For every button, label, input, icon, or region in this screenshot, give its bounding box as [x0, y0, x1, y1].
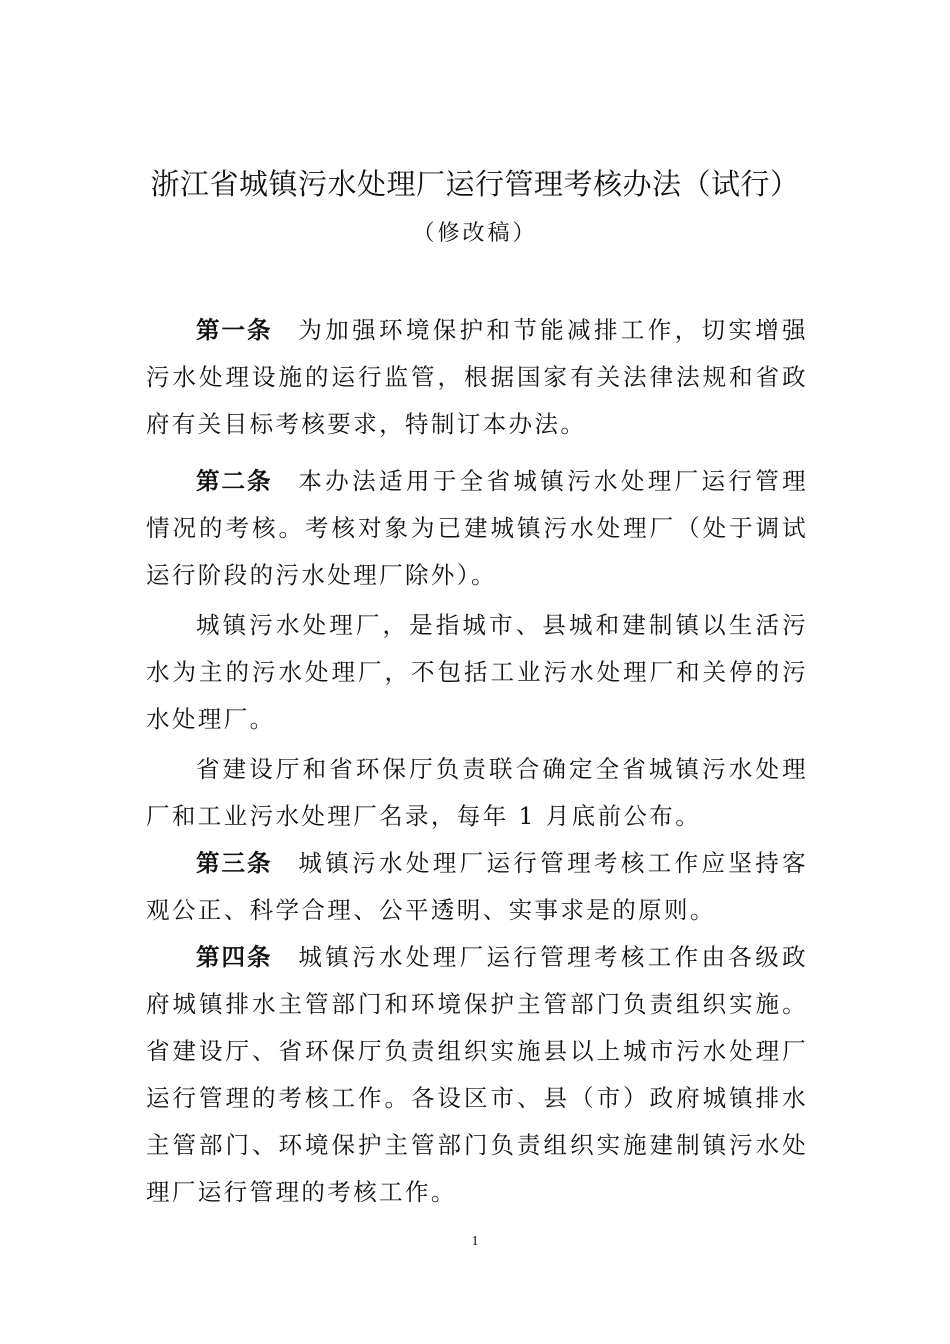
article-heading: 第二条 — [196, 467, 273, 495]
directory-paragraph — [146, 746, 808, 840]
paragraph-text: 城镇污水处理厂，是指城市、县城和建制镇以生活污水为主的污水处理厂，不包括工业污水处理厂和关停的污水处理厂。 — [146, 611, 808, 733]
paragraph-text: 省建设厅和省环保厅负责联合确定全省城镇污水处理厂和工业污水处理厂名录，每年 1 月底前公布。 — [146, 755, 808, 830]
article-text: 本办法适用于全省城镇污水处理厂运行管理情况的考核。考核对象为已建城镇污水处理厂（处于调试运行阶段的污水处理厂除外）。 — [146, 467, 808, 589]
article-3-paragraph — [146, 840, 808, 934]
article-text: 城镇污水处理厂运行管理考核工作由各级政府城镇排水主管部门和环境保护主管部门负责组织实施。省建设厅、省环保厅负责组织实施县以上城市污水处理厂运行管理的考核工作。各设区市、县（市）政府城镇排水主管部门、环境保护主管部门负责组织实施建制镇污水处理厂运行管理的考核工作。 — [146, 943, 808, 1206]
article-text: 城镇污水处理厂运行管理考核工作应坚持客观公正、科学合理、公平透明、实事求是的原则。 — [146, 849, 808, 924]
document-title: 浙江省城镇污水处理厂运行管理考核办法（试行） — [150, 167, 800, 201]
page-number: 1 — [471, 1234, 479, 1249]
document-subtitle: （修改稿） — [412, 221, 538, 246]
article-text: 为加强环境保护和节能减排工作，切实增强污水处理设施的运行监管，根据国家有关法律法规和省政府有关目标考核要求，特制订本办法。 — [146, 316, 808, 438]
article-2-paragraph — [146, 458, 808, 599]
article-1-paragraph — [146, 307, 808, 448]
definition-paragraph — [146, 602, 808, 743]
article-heading: 第一条 — [196, 316, 273, 344]
article-heading: 第三条 — [196, 849, 273, 877]
article-heading: 第四条 — [196, 943, 273, 971]
document-body — [146, 307, 808, 1216]
article-4-paragraph — [146, 934, 808, 1216]
